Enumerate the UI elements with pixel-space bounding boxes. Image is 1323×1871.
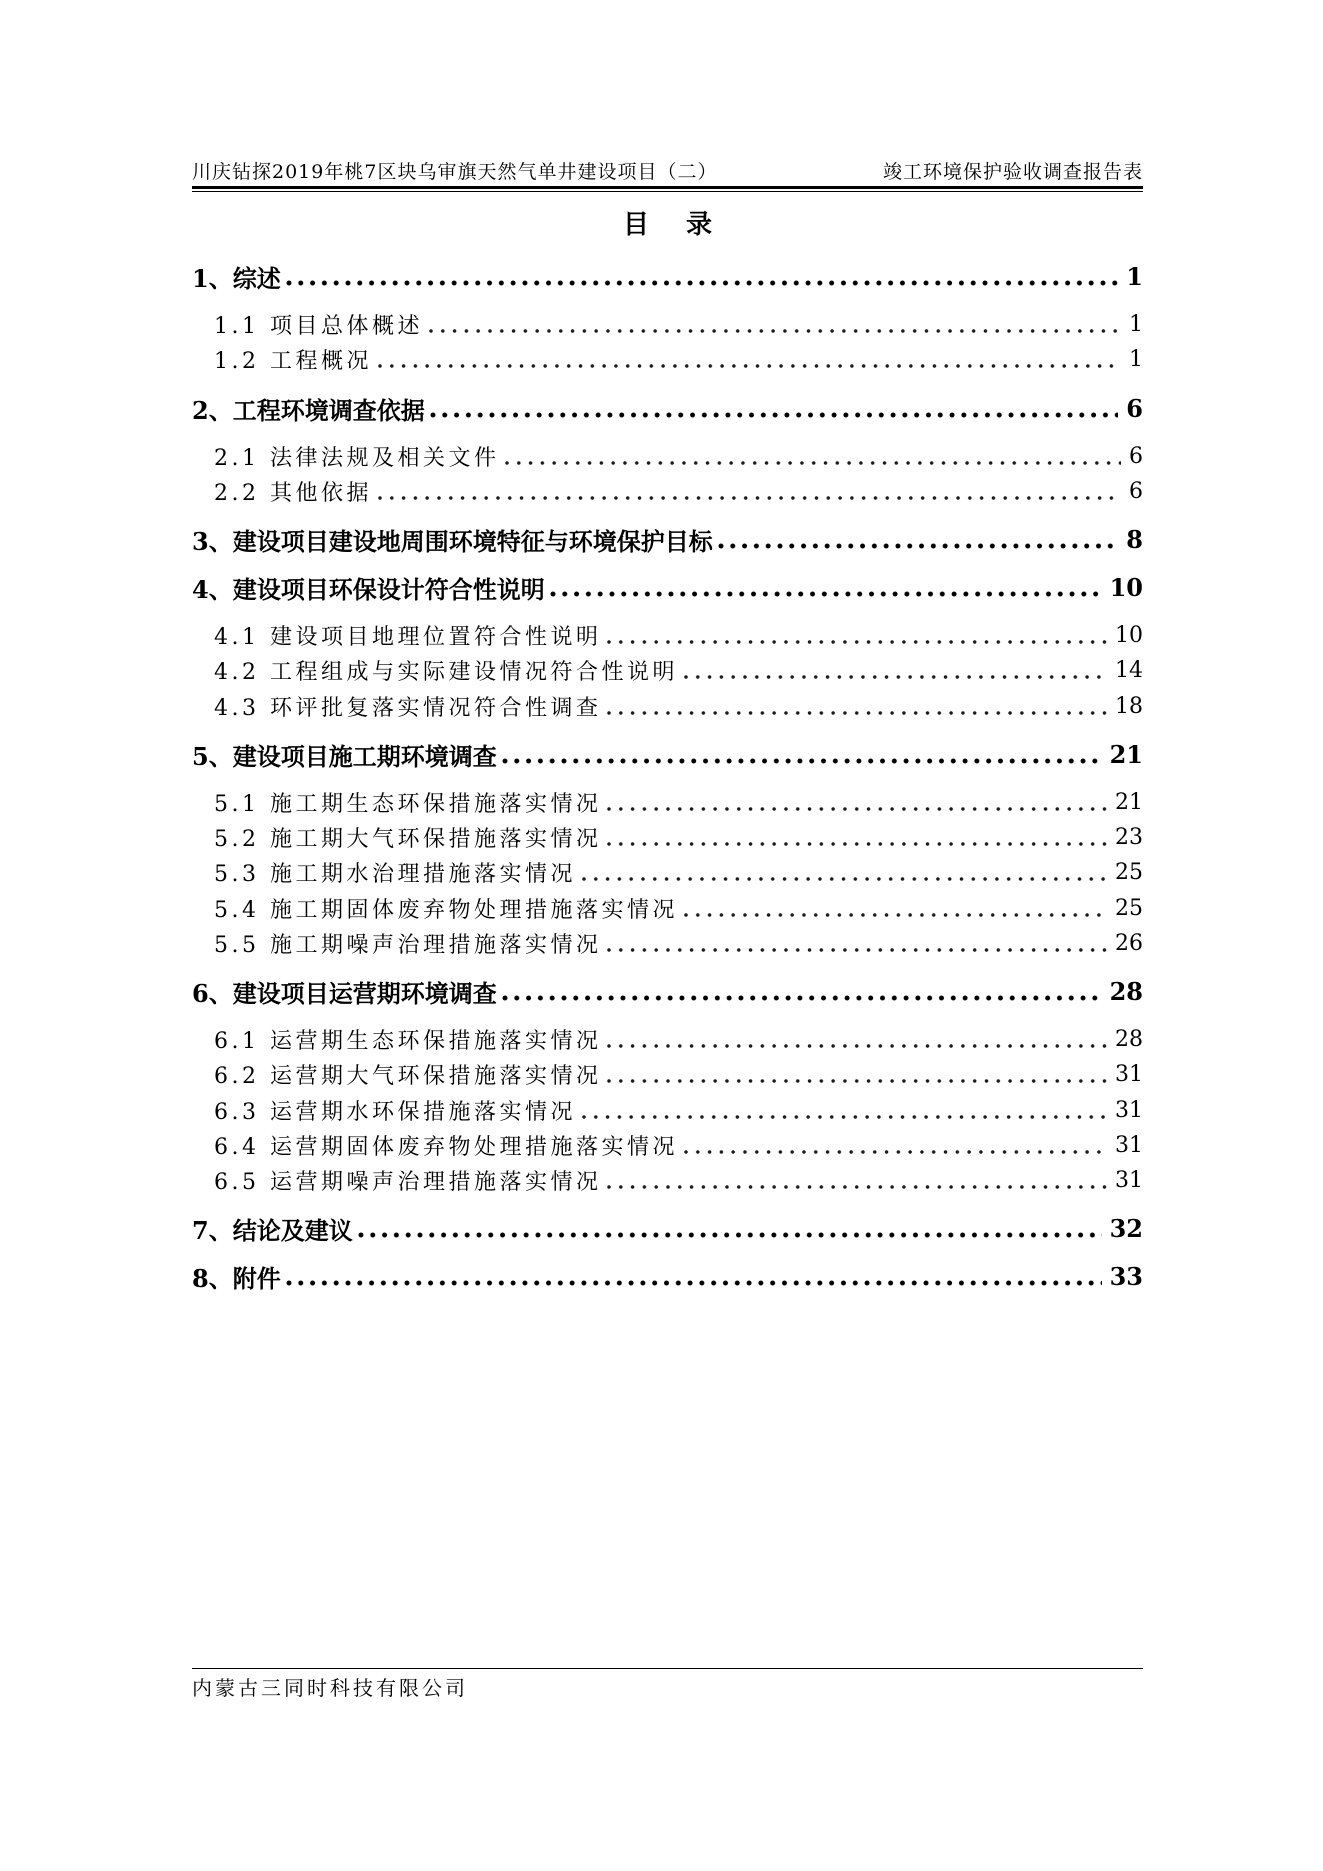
toc-entry-section[interactable] [192, 737, 1143, 772]
toc-entry-page-number: 10 [1109, 573, 1143, 602]
header-rule-thin [192, 191, 1143, 192]
dot-leader [605, 820, 1107, 855]
toc-entry-section[interactable] [192, 570, 1143, 605]
toc-entry-page-number: 18 [1115, 693, 1143, 719]
toc-entry-subsection[interactable] [192, 1128, 1143, 1163]
toc-entry-title: 5.3 施工期水治理措施落实情况 [214, 862, 576, 888]
toc-entry-title: 5、建设项目施工期环境调查 [192, 741, 497, 771]
dot-leader [605, 1163, 1107, 1198]
toc-entry-title: 6、建设项目运营期环境调查 [192, 979, 497, 1008]
toc-entry-title: 6.2 运营期大气环保措施落实情况 [214, 1064, 602, 1090]
toc-entry-title: 1、综述 [192, 264, 281, 293]
dot-leader [357, 1211, 1102, 1246]
dot-leader [376, 342, 1121, 377]
toc-entry-title: 4.3 环评批复落实情况符合性调查 [214, 695, 602, 721]
toc-entry-title: 2.2 其他依据 [214, 480, 372, 506]
toc-entry-page-number: 25 [1115, 895, 1143, 921]
toc-heading: 目 录 [622, 210, 727, 240]
toc-entry-title: 7、结论及建议 [192, 1216, 353, 1246]
toc-entry-subsection[interactable] [192, 855, 1143, 890]
toc-entry-subsection[interactable] [192, 1057, 1143, 1092]
dot-leader [682, 891, 1107, 926]
toc-entry-page-number: 28 [1115, 1027, 1143, 1053]
toc-entry-page-number: 31 [1115, 1168, 1143, 1194]
toc-entry-title: 1.1 项目总体概述 [214, 314, 423, 340]
dot-leader [605, 1057, 1107, 1092]
toc-entry-page-number: 31 [1115, 1062, 1143, 1088]
dot-leader [503, 439, 1121, 474]
toc-entry-title: 4、建设项目环保设计符合性说明 [192, 575, 545, 604]
toc-entry-subsection[interactable] [192, 689, 1143, 724]
toc-entry-page-number: 31 [1115, 1097, 1143, 1123]
dot-leader [285, 259, 1119, 294]
toc-entry-subsection[interactable] [192, 342, 1143, 377]
toc-entry-page-number: 10 [1115, 623, 1143, 649]
toc-entry-title: 5.2 施工期大气环保措施落实情况 [214, 827, 602, 853]
toc-entry-title: 2、工程环境调查依据 [192, 395, 425, 425]
toc-entry-page-number: 25 [1115, 860, 1143, 886]
toc-entry-subsection[interactable] [192, 820, 1143, 855]
toc-entry-page-number: 6 [1126, 393, 1143, 423]
toc-entry-section[interactable] [192, 974, 1143, 1009]
toc-entry-title: 5.4 施工期固体废弃物处理措施落实情况 [214, 897, 678, 923]
toc-entry-page-number: 14 [1115, 658, 1143, 684]
dot-leader [682, 653, 1107, 688]
toc-entry-page-number: 1 [1129, 312, 1143, 338]
toc-list [192, 246, 1143, 1307]
toc-entry-title: 2.1 法律法规及相关文件 [214, 445, 500, 471]
toc-entry-subsection[interactable] [192, 439, 1143, 474]
dot-leader [501, 737, 1102, 772]
dot-leader [580, 855, 1107, 890]
toc-entry-title: 6.3 运营期水环保措施落实情况 [214, 1099, 576, 1125]
dot-leader [501, 974, 1102, 1009]
dot-leader [285, 1259, 1102, 1294]
toc-entry-page-number: 31 [1115, 1132, 1143, 1158]
header-project-title: 川庆钻探2019年桃7区块乌审旗天然气单井建设项目（二） [192, 161, 718, 183]
dot-leader [580, 1093, 1107, 1128]
toc-entry-title: 1.2 工程概况 [214, 349, 372, 375]
dot-leader [427, 307, 1121, 342]
dot-leader [429, 391, 1119, 426]
toc-entry-section[interactable] [192, 391, 1143, 426]
toc-entry-title: 5.1 施工期生态环保措施落实情况 [214, 791, 602, 817]
toc-entry-page-number: 28 [1109, 977, 1143, 1006]
toc-entry-page-number: 1 [1129, 347, 1143, 373]
toc-entry-title: 6.5 运营期噪声治理措施落实情况 [214, 1170, 602, 1196]
dot-leader [605, 618, 1107, 653]
toc-entry-subsection[interactable] [192, 1022, 1143, 1057]
toc-entry-subsection[interactable] [192, 891, 1143, 926]
toc-entry-page-number: 21 [1109, 739, 1143, 769]
dot-leader [376, 474, 1121, 509]
dot-leader [549, 570, 1102, 605]
toc-entry-title: 6.1 运营期生态环保措施落实情况 [214, 1029, 602, 1055]
toc-entry-page-number: 32 [1109, 1214, 1143, 1244]
toc-entry-page-number: 6 [1129, 443, 1143, 469]
toc-entry-page-number: 33 [1109, 1262, 1143, 1292]
toc-entry-page-number: 26 [1115, 930, 1143, 956]
toc-entry-subsection[interactable] [192, 1093, 1143, 1128]
toc-entry-section[interactable] [192, 1211, 1143, 1246]
dot-leader [605, 926, 1107, 961]
toc-entry-page-number: 8 [1126, 525, 1143, 554]
dot-leader [682, 1128, 1107, 1163]
toc-entry-subsection[interactable] [192, 926, 1143, 961]
toc-entry-subsection[interactable] [192, 653, 1143, 688]
dot-leader [605, 689, 1107, 724]
dot-leader [717, 522, 1119, 557]
toc-entry-title: 3、建设项目建设地周围环境特征与环境保护目标 [192, 527, 713, 556]
toc-entry-subsection[interactable] [192, 1163, 1143, 1198]
toc-entry-subsection[interactable] [192, 307, 1143, 342]
toc-entry-page-number: 1 [1126, 262, 1143, 291]
toc-entry-section[interactable] [192, 522, 1143, 557]
toc-entry-title: 4.2 工程组成与实际建设情况符合性说明 [214, 660, 678, 686]
footer-company: 内蒙古三同时科技有限公司 [192, 1676, 468, 1700]
toc-entry-title: 8、附件 [192, 1264, 281, 1294]
toc-entry-subsection[interactable] [192, 618, 1143, 653]
toc-entry-subsection[interactable] [192, 474, 1143, 509]
toc-entry-subsection[interactable] [192, 785, 1143, 820]
toc-entry-title: 6.4 运营期固体废弃物处理措施落实情况 [214, 1134, 678, 1160]
toc-entry-page-number: 21 [1115, 789, 1143, 815]
toc-entry-page-number: 6 [1129, 478, 1143, 504]
toc-entry-title: 4.1 建设项目地理位置符合性说明 [214, 625, 602, 651]
dot-leader [605, 785, 1107, 820]
toc-entry-section[interactable] [192, 1259, 1143, 1294]
toc-entry-title: 5.5 施工期噪声治理措施落实情况 [214, 932, 602, 958]
header-rule [192, 186, 1143, 189]
header-report-type: 竣工环境保护验收调查报告表 [882, 161, 1143, 183]
toc-entry-page-number: 23 [1115, 825, 1143, 851]
footer-rule [192, 1668, 1143, 1669]
toc-entry-section[interactable] [192, 259, 1143, 294]
dot-leader [605, 1022, 1107, 1057]
